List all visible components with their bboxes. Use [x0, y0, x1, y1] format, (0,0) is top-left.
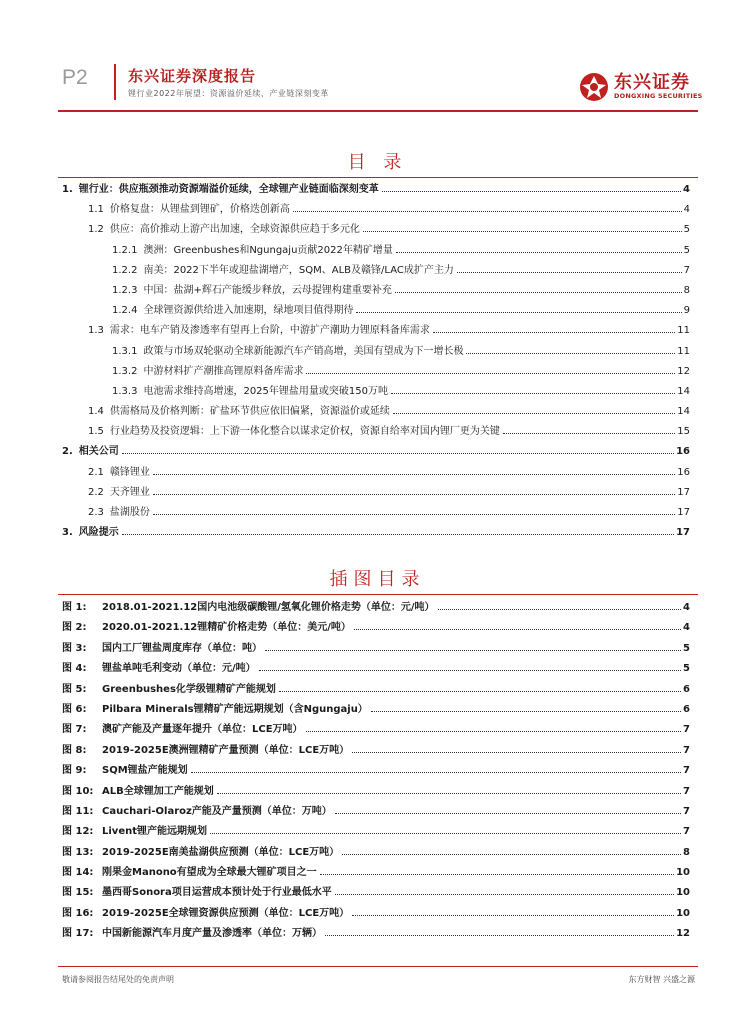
- leader-dots: [438, 609, 681, 610]
- toc-entry-page: 12: [677, 365, 690, 377]
- header-rule: [58, 110, 698, 112]
- toc-entry-page: 7: [683, 264, 690, 276]
- figure-caption: 2019-2025E南美盐湖供应预测（单位：LCE万吨）: [102, 846, 340, 858]
- leader-dots: [306, 373, 675, 374]
- figure-entry[interactable]: [62, 924, 690, 944]
- figure-caption: 2018.01-2021.12国内电池级碳酸锂/氢氧化锂价格走势（单位：元/吨）: [102, 602, 435, 613]
- toc-entry-number: 1.2.1: [112, 244, 138, 256]
- toc-entry[interactable]: [62, 281, 690, 301]
- figure-number: 图 16:: [62, 907, 94, 919]
- toc-entry[interactable]: [62, 220, 690, 240]
- figure-number: 图 10:: [62, 785, 94, 797]
- figure-page-number: 4: [683, 602, 690, 613]
- leader-dots: [382, 191, 681, 192]
- figure-page-number: 7: [683, 765, 690, 777]
- figure-page-number: 7: [683, 724, 690, 736]
- leader-dots: [210, 833, 681, 834]
- footer-rule: [58, 966, 698, 967]
- report-series-title: 东兴证券深度报告: [128, 67, 257, 85]
- leader-dots: [335, 813, 681, 814]
- figure-entry[interactable]: [62, 904, 690, 924]
- figure-number: 图 11:: [62, 805, 94, 817]
- figure-entry[interactable]: [62, 863, 690, 883]
- leader-dots: [342, 854, 681, 855]
- toc-entry-page: 11: [677, 325, 690, 337]
- footer-disclaimer: 敬请参阅报告结尾处的免责声明: [62, 975, 174, 984]
- figure-page-number: 10: [676, 887, 690, 899]
- toc-entry[interactable]: [62, 200, 690, 220]
- toc-title-rule: [58, 177, 698, 178]
- figure-number: 图 4:: [62, 663, 87, 675]
- leader-dots: [320, 874, 674, 875]
- leader-dots: [293, 211, 682, 212]
- toc-entry-number: 1.: [62, 184, 73, 195]
- figure-caption: 锂盐单吨毛利变动（单位：元/吨）: [102, 663, 256, 675]
- leader-dots: [352, 752, 681, 753]
- toc-entry-text: 中国：盐湖+辉石产能缓步释放，云母提锂构建重要补充: [143, 284, 392, 296]
- leader-dots: [153, 494, 675, 495]
- figure-page-number: 10: [676, 907, 690, 919]
- figure-number: 图 8:: [62, 744, 87, 756]
- toc-entry-page: 15: [677, 426, 690, 438]
- toc-entry-text: 锂行业：供应瓶颈推动资源端溢价延续，全球锂产业链面临深刻变革: [78, 184, 379, 195]
- toc-entry-text: 价格复盘：从锂盐到锂矿，价格迭创新高: [109, 204, 290, 216]
- toc-entry[interactable]: [62, 503, 690, 523]
- figure-caption: 墨西哥Sonora项目运营成本预计处于行业最低水平: [102, 887, 332, 899]
- leader-dots: [153, 474, 675, 475]
- figure-caption: 2019-2025E澳洲锂精矿产量预测（单位：LCE万吨）: [102, 744, 350, 756]
- report-subtitle: 锂行业2022年展望：资源溢价延续，产业链深刻变革: [128, 89, 329, 98]
- figure-entry[interactable]: [62, 782, 690, 802]
- figure-entry[interactable]: [62, 843, 690, 863]
- figure-entry[interactable]: [62, 720, 690, 740]
- figure-page-number: 6: [683, 703, 690, 715]
- figure-number: 图 7:: [62, 724, 87, 736]
- figure-page-number: 8: [683, 846, 690, 858]
- toc-entry-page: 8: [683, 284, 690, 296]
- toc-entry-number: 1.3.3: [112, 385, 138, 397]
- leader-dots: [433, 332, 675, 333]
- toc-entry-text: 电池需求维持高增速，2025年锂盐用量或突破150万吨: [143, 385, 388, 397]
- header-divider: [114, 64, 116, 100]
- toc-entry-page: 5: [683, 244, 690, 256]
- toc-entry[interactable]: [62, 402, 690, 422]
- toc-entry-number: 1.3.1: [112, 345, 138, 357]
- figure-page-number: 6: [683, 683, 690, 695]
- figure-number: 图 9:: [62, 765, 87, 777]
- toc-entry[interactable]: [62, 422, 690, 442]
- toc-entry-text: 盐湖股份: [109, 507, 150, 518]
- leader-dots: [306, 731, 681, 732]
- logo-english-text: DONGXING SECURITIES: [614, 92, 703, 100]
- figure-caption: Pilbara Minerals锂精矿产能远期规划（含Ngungaju）: [102, 703, 368, 715]
- toc-entry-text: 南美：2022下半年或迎盐湖增产，SQM、ALB及赣锋/LAC成扩产主力: [143, 264, 454, 276]
- leader-dots: [391, 393, 675, 394]
- toc-entry[interactable]: [62, 180, 690, 200]
- figure-number: 图 13:: [62, 846, 94, 858]
- figure-page-number: 7: [683, 785, 690, 797]
- leader-dots: [352, 915, 674, 916]
- figure-number: 图 15:: [62, 887, 94, 899]
- figure-caption: Cauchari-Olaroz产能及产量预测（单位：万吨）: [102, 805, 332, 817]
- figure-list: [62, 598, 690, 945]
- toc-entry-text: 中游材料扩产潮推高锂原料备库需求: [143, 365, 304, 377]
- figure-number: 图 14:: [62, 867, 94, 879]
- figure-number: 图 5:: [62, 683, 87, 695]
- toc-entry[interactable]: [62, 301, 690, 321]
- toc-entry-page: 9: [683, 305, 690, 317]
- figure-number: 图 6:: [62, 703, 87, 715]
- toc-entry-page: 14: [677, 406, 690, 418]
- leader-dots: [325, 935, 674, 936]
- figure-caption: SQM锂盐产能规划: [102, 765, 188, 777]
- toc-entry[interactable]: [62, 463, 690, 483]
- leader-dots: [393, 413, 675, 414]
- figure-caption: 中国新能源汽车月度产量及渗透率（单位：万辆）: [102, 928, 322, 940]
- toc-entry-number: 1.2.4: [112, 305, 138, 317]
- toc-entry-page: 17: [677, 507, 690, 518]
- figure-page-number: 4: [683, 622, 690, 634]
- toc-list: [62, 180, 690, 543]
- figure-entry[interactable]: [62, 618, 690, 638]
- toc-entry[interactable]: [62, 523, 690, 543]
- figure-entry[interactable]: [62, 883, 690, 903]
- figure-caption: ALB全球锂加工产能规划: [102, 785, 214, 797]
- leader-dots: [217, 793, 681, 794]
- figure-caption: 刚果金Manono有望成为全球最大锂矿项目之一: [102, 867, 317, 879]
- toc-entry-text: 供需格局及价格判断：矿盐环节供应依旧偏紧，资源溢价或延续: [109, 406, 390, 418]
- leader-dots: [279, 691, 681, 692]
- toc-entry-page: 14: [677, 385, 690, 397]
- leader-dots: [503, 433, 675, 434]
- toc-entry-text: 供应：高价推动上游产出加速，全球资源供应趋于多元化: [109, 224, 360, 236]
- toc-entry[interactable]: [62, 241, 690, 261]
- toc-entry[interactable]: [62, 362, 690, 382]
- toc-entry-page: 17: [677, 486, 690, 498]
- toc-entry[interactable]: [62, 382, 690, 402]
- toc-entry[interactable]: [62, 483, 690, 503]
- leader-dots: [356, 312, 681, 313]
- toc-entry-number: 2.1: [88, 466, 104, 478]
- toc-entry[interactable]: [62, 442, 690, 462]
- toc-entry-text: 澳洲：Greenbushes和Ngungaju贡献2022年精矿增量: [143, 244, 393, 256]
- figure-caption: Greenbushes化学级锂精矿产能规划: [102, 683, 276, 695]
- toc-entry-number: 1.2.3: [112, 284, 138, 296]
- figure-page-number: 5: [683, 642, 690, 654]
- figure-page-number: 12: [676, 928, 690, 940]
- leader-dots: [191, 772, 681, 773]
- leader-dots: [335, 894, 674, 895]
- toc-entry-number: 3.: [62, 527, 73, 539]
- figure-entry[interactable]: [62, 822, 690, 842]
- toc-entry-number: 1.5: [88, 426, 104, 438]
- figure-entry[interactable]: [62, 741, 690, 761]
- figure-caption: 国内工厂锂盐周度库存（单位：吨）: [102, 642, 262, 654]
- figure-caption: Livent锂产能远期规划: [102, 826, 207, 838]
- toc-entry-text: 全球锂资源供给进入加速期，绿地项目值得期待: [143, 305, 354, 317]
- leader-dots: [396, 252, 682, 253]
- toc-entry-number: 1.3: [88, 325, 104, 337]
- leader-dots: [354, 629, 681, 630]
- toc-entry-text: 赣锋锂业: [109, 466, 150, 478]
- leader-dots: [265, 650, 681, 651]
- toc-entry[interactable]: [62, 321, 690, 341]
- figure-number: 图 3:: [62, 642, 87, 654]
- leader-dots: [122, 453, 674, 454]
- figure-number: 图 2:: [62, 622, 87, 634]
- toc-entry-text: 需求：电车产销及渗透率有望再上台阶，中游扩产潮助力锂原料备库需求: [109, 325, 430, 337]
- figure-number: 图 1:: [62, 602, 87, 613]
- figure-entry[interactable]: [62, 639, 690, 659]
- page-number: P2: [62, 66, 88, 89]
- toc-entry-text: 行业趋势及投资逻辑：上下游一体化整合以谋求定价权，资源自给率对国内锂厂更为关键: [109, 426, 500, 438]
- toc-entry[interactable]: [62, 261, 690, 281]
- toc-entry-number: 2.: [62, 446, 73, 458]
- toc-entry[interactable]: [62, 342, 690, 362]
- company-logo: [578, 68, 703, 108]
- toc-entry-text: 天齐锂业: [109, 486, 150, 498]
- toc-entry-number: 1.2: [88, 224, 104, 236]
- figure-entry[interactable]: [62, 598, 690, 618]
- toc-entry-number: 1.2.2: [112, 264, 138, 276]
- figure-page-number: 10: [676, 867, 690, 879]
- figure-caption: 澳矿产能及产量逐年提升（单位：LCE万吨）: [102, 724, 303, 736]
- toc-entry-page: 5: [683, 224, 690, 236]
- toc-entry-page: 17: [676, 527, 690, 539]
- figure-entry[interactable]: [62, 680, 690, 700]
- figure-entry[interactable]: [62, 659, 690, 679]
- figure-caption: 2019-2025E全球锂资源供应预测（单位：LCE万吨）: [102, 907, 350, 919]
- toc-entry-number: 2.2: [88, 486, 104, 498]
- toc-entry-number: 1.3.2: [112, 365, 138, 377]
- figure-number: 图 17:: [62, 928, 94, 940]
- toc-entry-page: 4: [683, 204, 690, 216]
- toc-entry-text: 政策与市场双轮驱动全球新能源汽车产销高增，美国有望成为下一增长极: [143, 345, 464, 357]
- figure-entry[interactable]: [62, 802, 690, 822]
- figure-list-title-rule: [58, 594, 698, 595]
- logo-mark-icon: [578, 71, 610, 103]
- toc-entry-page: 16: [676, 446, 690, 458]
- leader-dots: [153, 514, 675, 515]
- figure-page-number: 7: [683, 826, 690, 838]
- leader-dots: [457, 272, 682, 273]
- figure-entry[interactable]: [62, 761, 690, 781]
- figure-page-number: 5: [683, 663, 690, 675]
- toc-entry-text: 风险提示: [78, 527, 119, 539]
- toc-entry-page: 11: [677, 345, 690, 357]
- toc-entry-number: 2.3: [88, 507, 104, 518]
- leader-dots: [371, 711, 681, 712]
- toc-entry-number: 1.1: [88, 204, 104, 216]
- leader-dots: [466, 353, 675, 354]
- figure-entry[interactable]: [62, 700, 690, 720]
- toc-entry-number: 1.4: [88, 406, 104, 418]
- leader-dots: [395, 292, 682, 293]
- toc-title: 目 录: [347, 152, 408, 173]
- leader-dots: [122, 534, 674, 535]
- logo-chinese-text: 东兴证券: [614, 72, 690, 93]
- toc-entry-text: 相关公司: [78, 446, 119, 458]
- leader-dots: [259, 670, 681, 671]
- figure-list-title: 插图目录: [329, 569, 426, 590]
- figure-page-number: 7: [683, 744, 690, 756]
- leader-dots: [363, 231, 682, 232]
- toc-entry-page: 4: [683, 184, 690, 195]
- footer-slogan: 东方财智 兴盛之源: [628, 975, 695, 984]
- figure-page-number: 7: [683, 805, 690, 817]
- figure-number: 图 12:: [62, 826, 94, 838]
- toc-entry-page: 16: [677, 466, 690, 478]
- figure-caption: 2020.01-2021.12锂精矿价格走势（单位：美元/吨）: [102, 622, 351, 634]
